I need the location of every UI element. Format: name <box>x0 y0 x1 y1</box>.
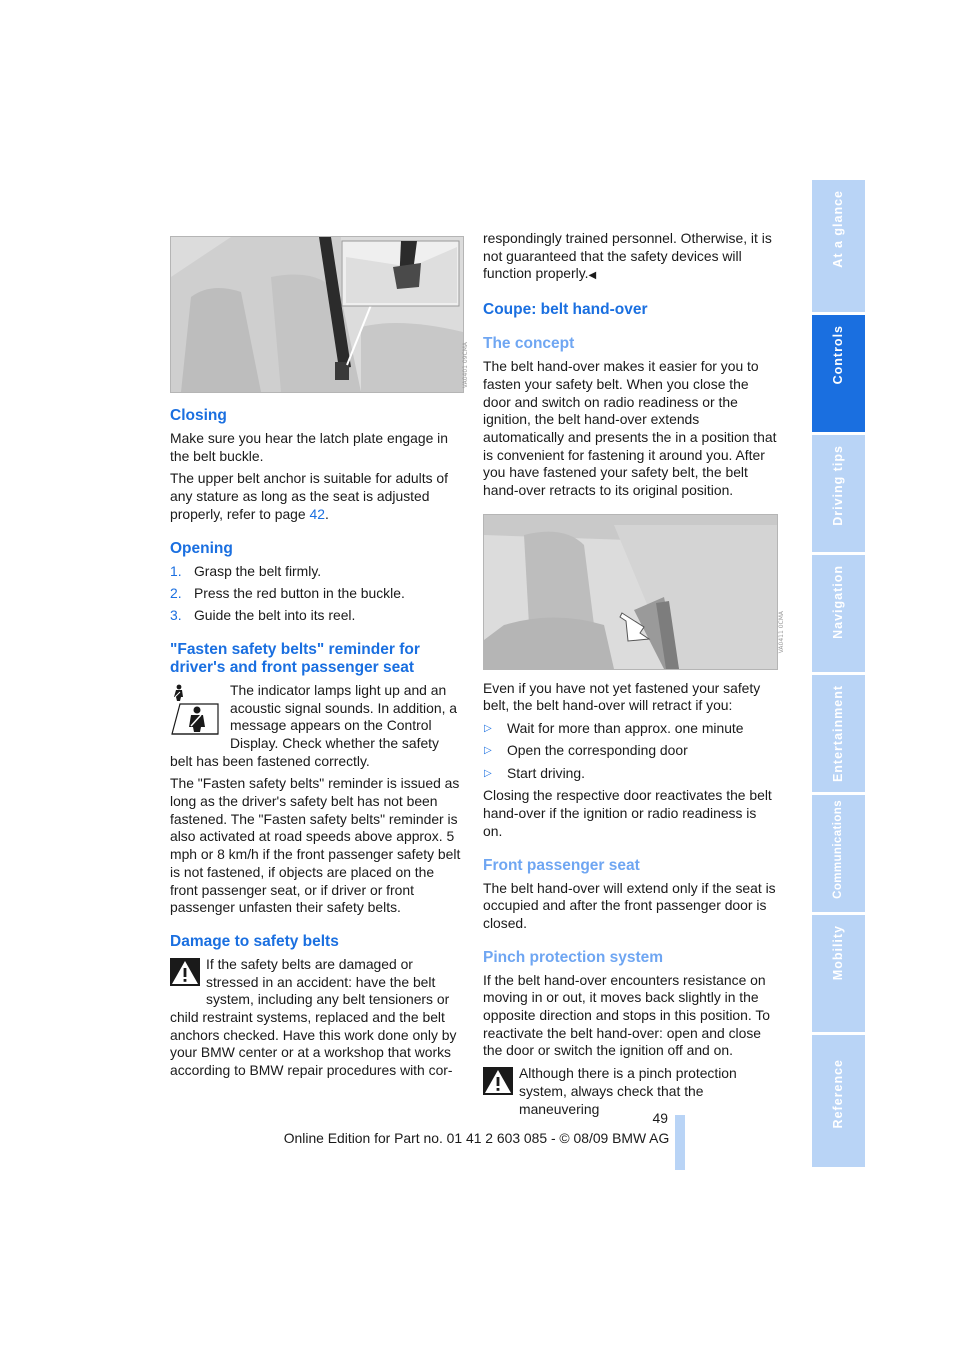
list-item: ▷ Start driving. <box>484 764 585 781</box>
front-passenger-paragraph: The belt hand-over will extend only if the seat is occupied and after the front passenger door is closed. <box>483 879 776 931</box>
pinch-heading: Pinch protection system <box>483 948 664 966</box>
reminder-block <box>170 682 462 776</box>
bullet-triangle-icon: ▷ <box>484 745 492 757</box>
seatbelt-buckle-illustration <box>171 237 463 392</box>
tab-entertainment[interactable]: Entertainment <box>812 675 865 792</box>
list-item: ▷ Open the corresponding door <box>484 742 688 759</box>
damage-heading: Damage to safety belts <box>170 932 339 950</box>
tab-at-a-glance[interactable]: At a glance <box>812 180 865 312</box>
retract-conditions-list <box>483 720 778 782</box>
coupe-heading: Coupe: belt hand-over <box>483 301 648 319</box>
chapter-sidebar <box>812 180 865 1167</box>
damage-warning-block <box>170 956 462 1080</box>
seatbelt-reminder-icon <box>170 684 222 745</box>
closing-heading: Closing <box>170 407 227 424</box>
list-item: 1. Grasp the belt firmly. <box>170 562 322 579</box>
front-passenger-heading: Front passenger seat <box>483 856 640 874</box>
tab-driving-tips[interactable]: Driving tips <box>812 435 865 552</box>
warning-triangle-icon <box>170 958 200 991</box>
tab-controls[interactable]: Controls <box>812 315 865 432</box>
figure-code: VA0401 09CMA <box>462 342 470 389</box>
tab-communications[interactable]: Communications <box>812 795 865 912</box>
concept-paragraph: The belt hand-over makes it easier for you to fasten your safety belt. When you close the door and switch on radio readiness or the ignition, the belt hand-over extends automatically and presents the in a position that is convenient for fastening it around you. After you have fastened your safety belt, the belt hand-over retracts to its original position. <box>483 358 777 499</box>
closing-paragraph-1: Make sure you hear the latch plate engage in the belt buckle. <box>170 430 448 464</box>
footer-edition-text: Online Edition for Part no. 01 41 2 603 085 - © 08/09 BMW AG <box>283 1130 670 1146</box>
concept-heading: The concept <box>483 335 575 353</box>
damage-paragraph-1: If the safety belts are damaged or stressed in an accident: have the belt system, including any belt tensioners or child restraint systems, replaced and the belt anchors checked. Have this work done only by your BMW center or at a workshop that works according to BMW repair procedures with cor- <box>170 955 457 1079</box>
bullet-triangle-icon: ▷ <box>484 723 492 735</box>
belt-handover-illustration <box>484 515 777 669</box>
tab-reference[interactable]: Reference <box>812 1035 865 1167</box>
right-column <box>483 230 786 1123</box>
bullet-triangle-icon: ▷ <box>484 767 492 779</box>
closing-paragraph-2: The upper belt anchor is suitable for adults of any stature as long as the seat is adjusted properly, refer to page 42. <box>170 470 448 522</box>
left-column <box>170 236 470 1085</box>
tab-navigation[interactable]: Navigation <box>812 555 865 672</box>
reminder-paragraph-2: The "Fasten safety belts" reminder is issued as long as the driver's safety belt has not been fastened. The "Fasten safety belts" reminder is also activated at road speeds above approx. 5 mph or 8 km/h if the front passenger safety belt is not fastened, if objects are placed on the front passenger seat, or if driver or front passenger unfasten their safety belts. <box>170 775 461 916</box>
belt-handover-figure <box>483 514 786 670</box>
opening-heading: Opening <box>170 539 233 557</box>
pinch-paragraph: If the belt hand-over encounters resistance on moving in or out, it moves back slightly in the opposite direction and stops in this position. To reactivate the belt hand-over: open and close the door or switch the ignition off and on. <box>483 971 770 1059</box>
list-item: 2. Press the red button in the buckle. <box>170 584 405 601</box>
page-number: 49 <box>652 1110 668 1126</box>
tab-mobility[interactable]: Mobility <box>812 915 865 1032</box>
closing-door-paragraph: Closing the respective door reactivates the belt hand-over if the ignition or radio readiness is on. <box>483 787 772 839</box>
pinch-warning-text: Although there is a pinch protection system, always check that the maneuvering <box>519 1065 737 1117</box>
reminder-heading: "Fasten safety belts" reminder for driver's and front passenger seat <box>170 640 420 676</box>
page-link-42[interactable]: 42 <box>309 505 325 522</box>
list-item: 3. Guide the belt into its reel. <box>170 607 356 624</box>
opening-steps-list <box>170 563 462 625</box>
even-if-paragraph: Even if you have not yet fastened your safety belt, the belt hand-over will retract if you: <box>483 679 761 714</box>
figure-code: VA0411 0CMA <box>778 610 786 654</box>
warning-triangle-icon <box>483 1067 513 1100</box>
continuation-paragraph: respondingly trained personnel. Otherwise, it is not guaranteed that the safety devices will function properly.◀ <box>483 230 772 282</box>
end-mark-icon: ◀ <box>588 270 597 282</box>
list-item: ▷ Wait for more than approx. one minute <box>484 720 744 737</box>
reminder-paragraph-1: The indicator lamps light up and an acoustic signal sounds. In addition, a message appears on the Control Display. Check whether the safety belt has been fastened correctly. <box>170 681 458 769</box>
seatbelt-buckle-figure <box>170 236 470 393</box>
